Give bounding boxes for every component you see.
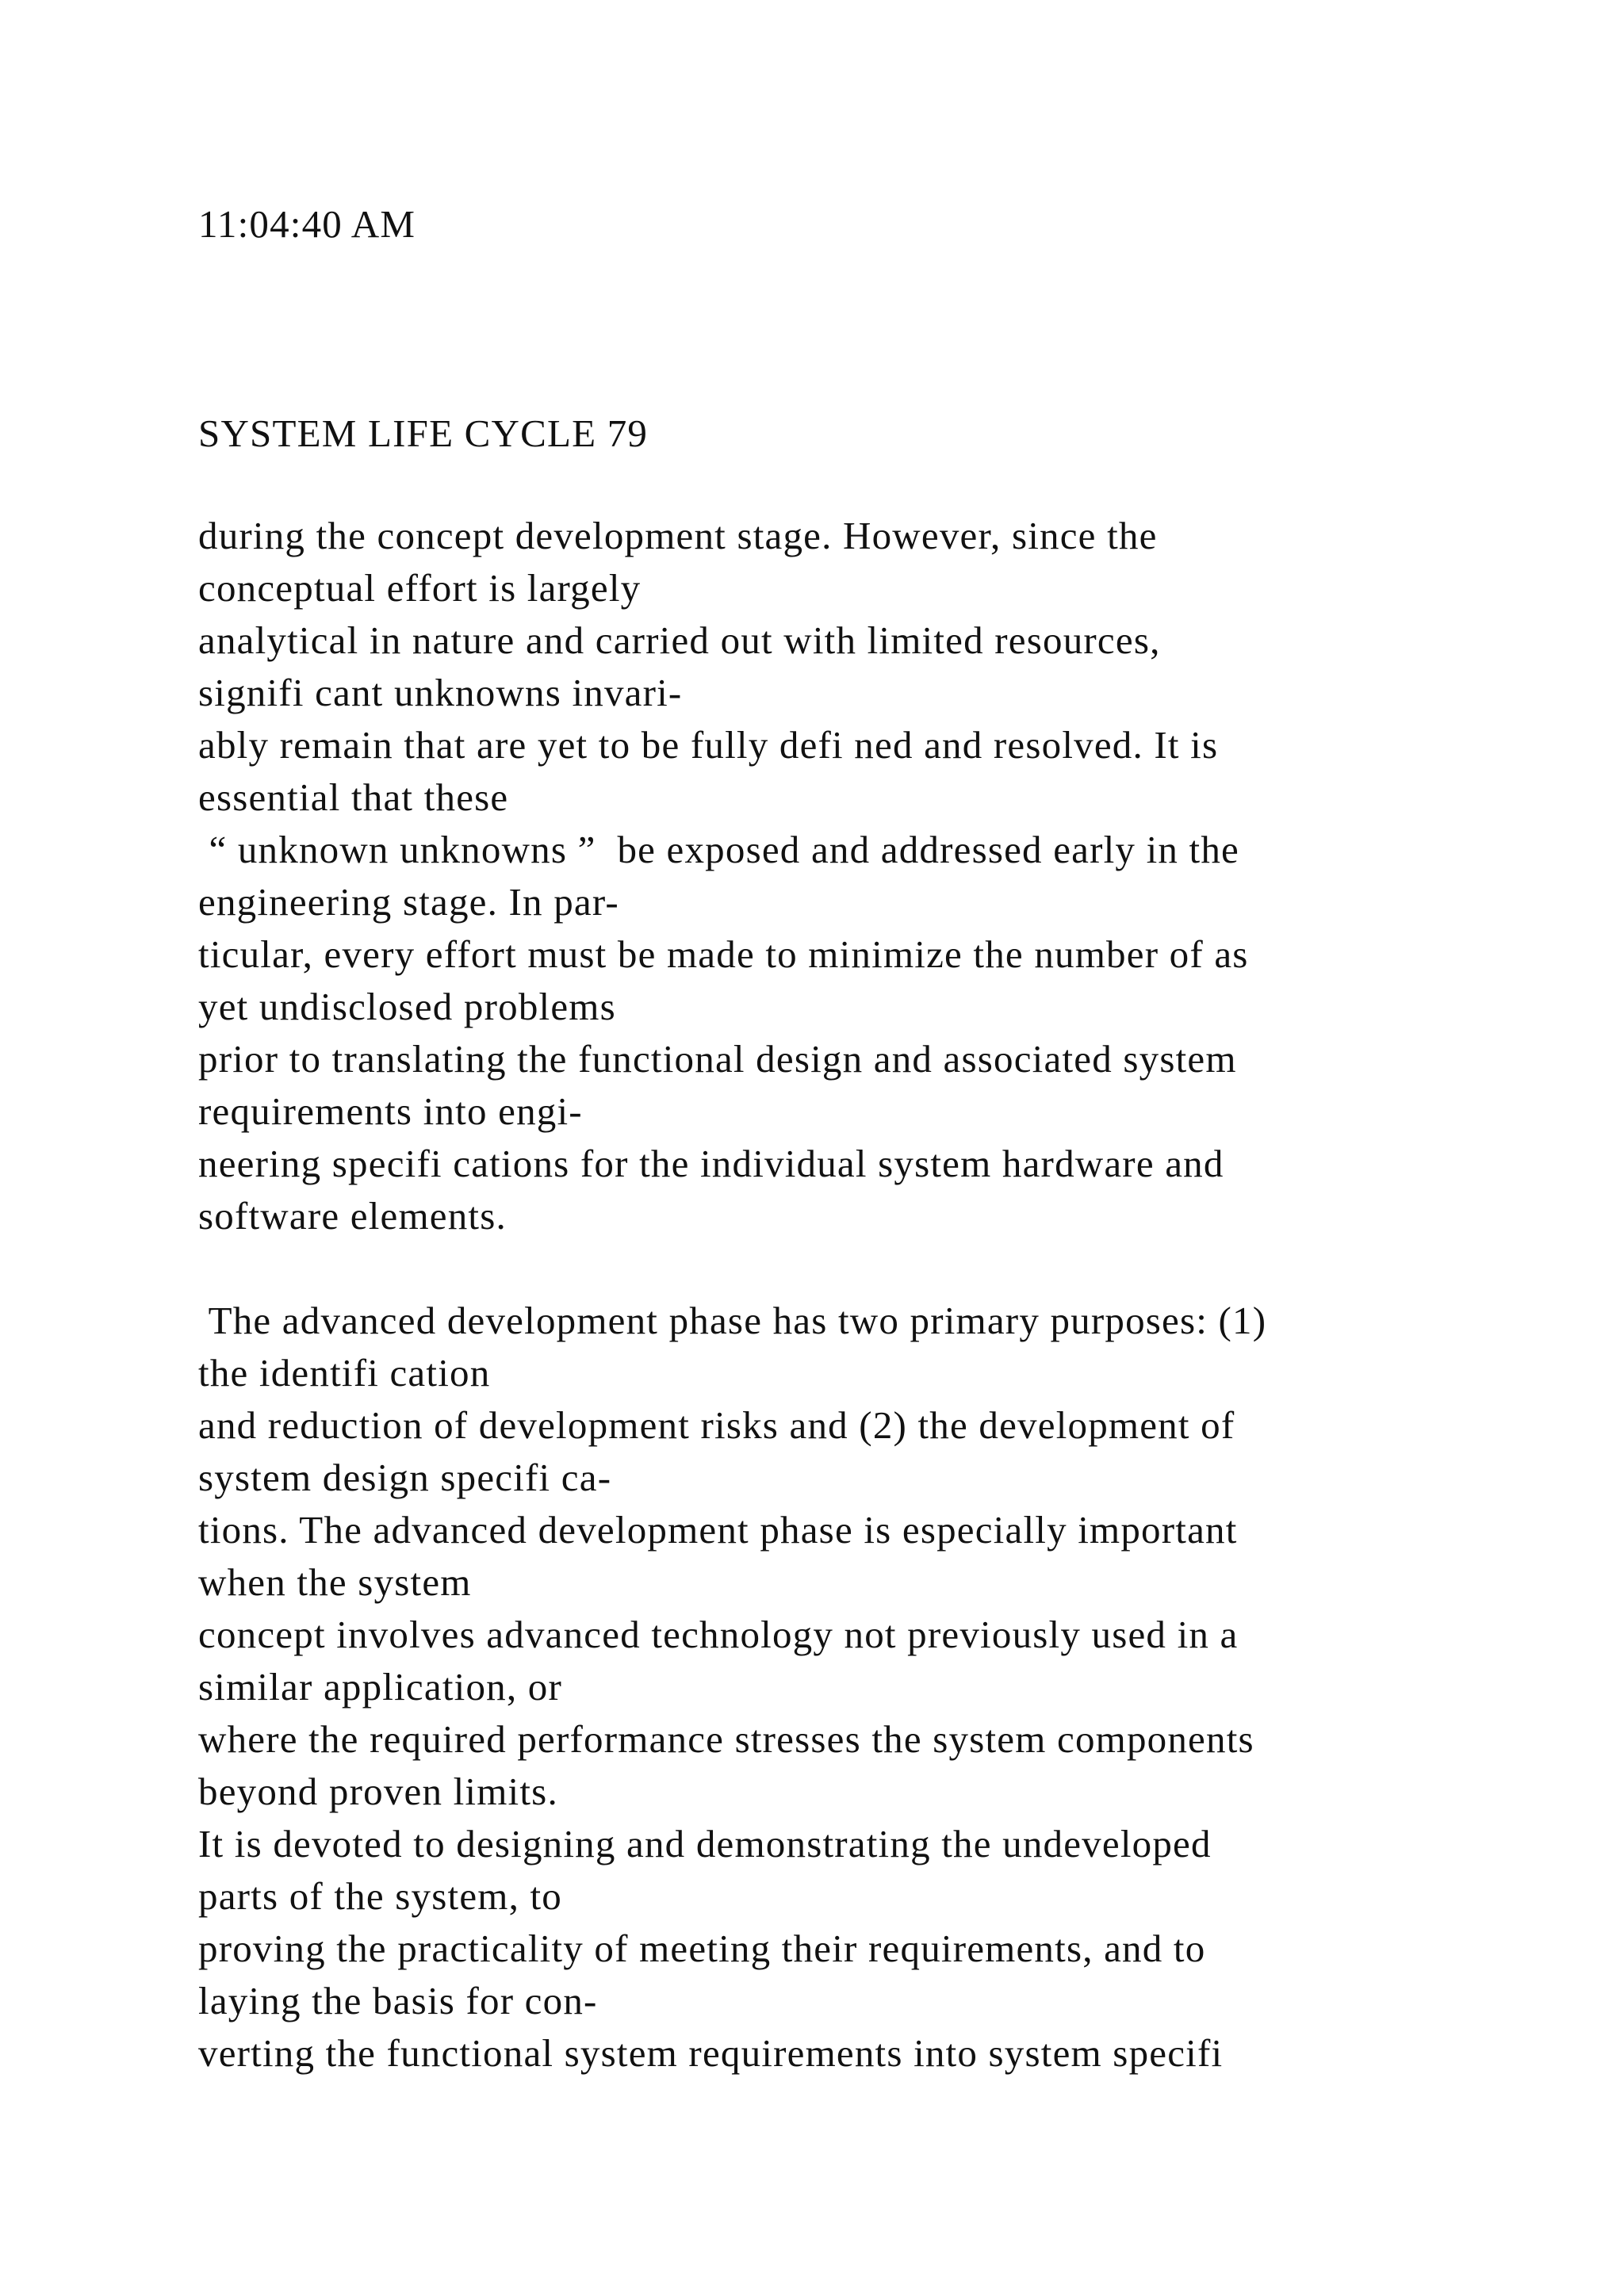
text-line: proving the practicality of meeting their requirements, and to — [198, 1927, 1206, 1970]
text-line: The advanced development phase has two primary purposes: (1) — [198, 1299, 1267, 1342]
text-line: “ unknown unknowns ” be exposed and addressed early in the — [198, 828, 1240, 871]
text-line: ably remain that are yet to be fully defi ned and resolved. It is — [198, 723, 1219, 767]
text-line: and reduction of development risks and (2) the development of — [198, 1403, 1235, 1447]
text-line: parts of the system, to — [198, 1874, 563, 1918]
text-line: requirements into engi- — [198, 1089, 583, 1133]
text-line: verting the functional system requirements into system specifi — [198, 2031, 1224, 2075]
text-line: prior to translating the functional design and associated system — [198, 1037, 1237, 1081]
text-line: where the required performance stresses the system components — [198, 1717, 1254, 1761]
text-line: engineering stage. In par- — [198, 880, 619, 924]
timestamp: 11:04:40 AM — [198, 202, 416, 246]
text-line: system design specifi ca- — [198, 1456, 612, 1499]
text-line: essential that these — [198, 775, 509, 819]
text-line: It is devoted to designing and demonstrating the undeveloped — [198, 1822, 1212, 1866]
text-line: ticular, every effort must be made to minimize the number of as — [198, 932, 1249, 976]
text-line: signifi cant unknowns invari- — [198, 671, 683, 714]
text-line: during the concept development stage. However, since the — [198, 514, 1158, 557]
text-line: software elements. — [198, 1194, 507, 1238]
text-line: neering specifi cations for the individual system hardware and — [198, 1142, 1224, 1185]
text-line: laying the basis for con- — [198, 1979, 598, 2022]
text-line: conceptual effort is largely — [198, 566, 642, 610]
text-line: similar application, or — [198, 1665, 562, 1709]
text-line: when the system — [198, 1560, 472, 1604]
text-line: beyond proven limits. — [198, 1770, 558, 1813]
text-line: concept involves advanced technology not previously used in a — [198, 1613, 1239, 1656]
text-line: tions. The advanced development phase is especially important — [198, 1508, 1238, 1552]
text-line: yet undisclosed problems — [198, 985, 616, 1028]
running-head: SYSTEM LIFE CYCLE 79 — [198, 411, 649, 455]
text-line: the identifi cation — [198, 1351, 491, 1395]
text-line: analytical in nature and carried out with limited resources, — [198, 618, 1161, 662]
